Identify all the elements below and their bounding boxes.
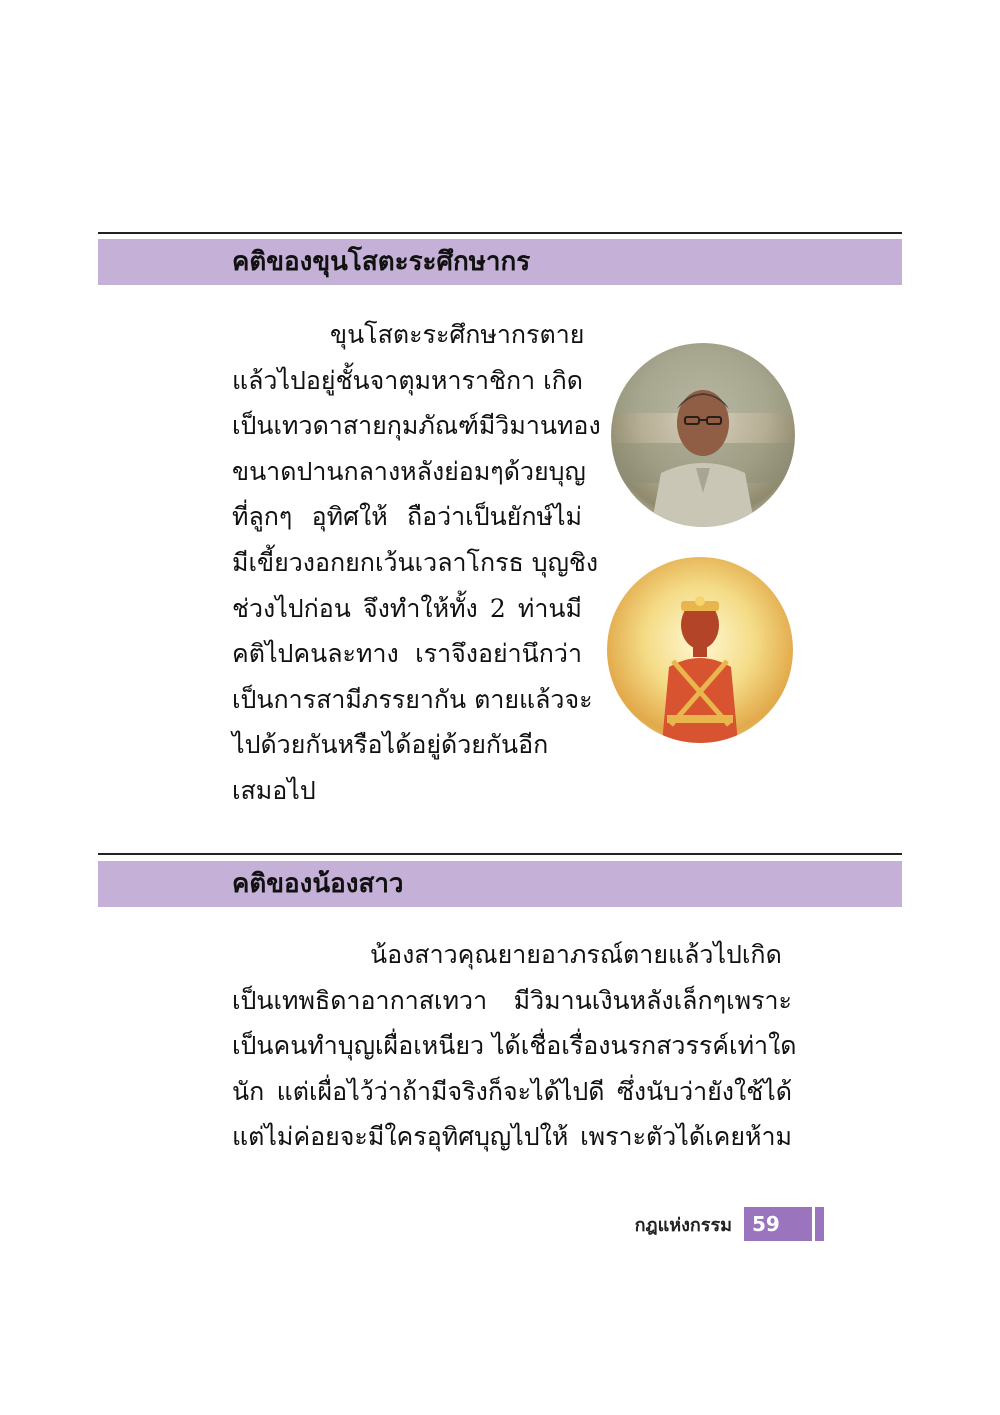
section1-top-rule: [98, 232, 902, 234]
book-title: กฎแห่งกรรม: [634, 1215, 732, 1236]
section1-line: ขนาดปานกลางหลังย่อมๆด้วยบุญ: [232, 456, 586, 486]
section2-paragraph: [232, 932, 797, 1160]
section1-line: ขุนโสตะระศึกษากรตาย: [330, 320, 585, 349]
page-number-bar: [815, 1207, 824, 1241]
section2-top-rule: [98, 853, 902, 855]
section2-line: นัก แต่เผื่อไว้ว่าถ้ามีจริงก็จะได้ไปดี ซึ่งนับว่ายังใช้ได้: [232, 1076, 792, 1106]
section1-line: ช่วงไปก่อน จึงทำให้ทั้ง 2 ท่านมี: [232, 593, 582, 623]
section1-line: เป็นการสามีภรรยากัน ตายแล้วจะ: [232, 684, 593, 714]
section2-line: น้องสาวคุณยายอาภรณ์ตายแล้วไปเกิด: [370, 940, 782, 969]
section1-line: ที่ลูกๆ อุทิศให้ ถือว่าเป็นยักษ์ไม่: [232, 502, 582, 532]
section1-line: เสมอไป: [232, 775, 316, 805]
section2-line: เป็นคนทำบุญเผื่อเหนียว ได้เชื่อเรื่องนรกสวรรค์เท่าใด: [232, 1031, 797, 1061]
section2-heading-band: [98, 861, 902, 907]
section1-line: ไปด้วยกันหรือได้อยู่ด้วยกันอีก: [232, 730, 549, 760]
page-number: 59: [744, 1207, 812, 1241]
section2-line: เป็นเทพธิดาอากาสเทวา มีวิมานเงินหลังเล็กๆเพราะ: [232, 985, 792, 1015]
section2-heading: คติของน้องสาว: [232, 869, 404, 899]
section2-line: แต่ไม่ค่อยจะมีใครอุทิศบุญไปให้ เพราะตัวได้เคยห้าม: [232, 1122, 792, 1152]
section1-line: มีเขี้ยวงอกยกเว้นเวลาโกรธ บุญชิง: [232, 547, 599, 577]
deity-illustration: [607, 557, 793, 743]
section1-heading: คติของขุนโสตะระศึกษากร: [232, 247, 531, 277]
section1-line: คติไปคนละทาง เราจึงอย่านึกว่า: [232, 639, 582, 669]
man-portrait-photo: [611, 343, 795, 527]
section1-line: เป็นเทวดาสายกุมภัณฑ์มีวิมานทอง: [232, 411, 601, 441]
section1-paragraph: [232, 312, 601, 814]
section1-line: แล้วไปอยู่ชั้นจาตุมหาราชิกา เกิด: [232, 365, 584, 395]
